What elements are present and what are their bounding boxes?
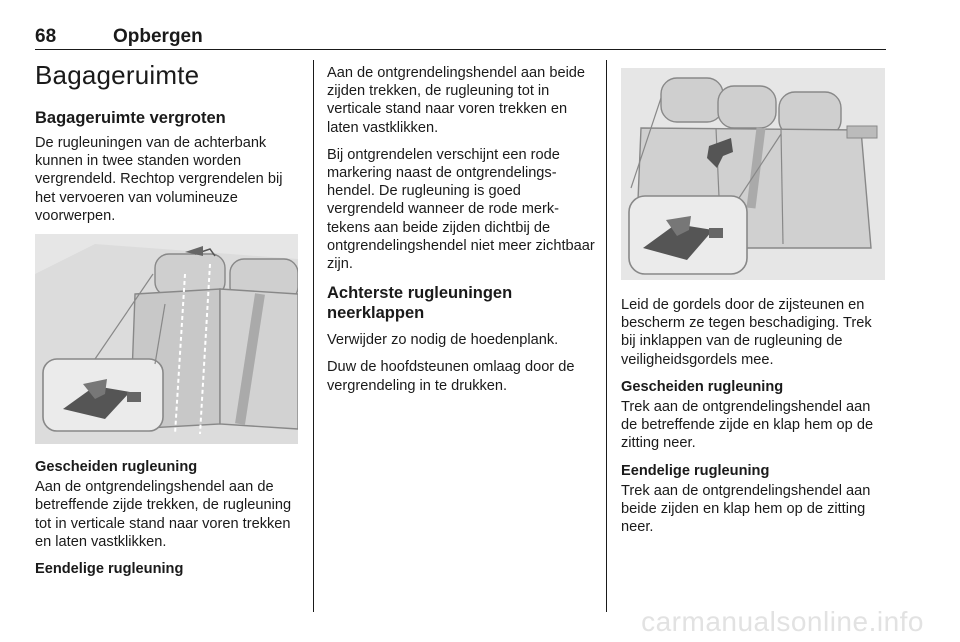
col2-paragraph-1: Aan de ontgrendelingshendel aan beide zijden trekken, de rugleuning tot in verticale stand naar voren trekken en laten vastklikken. [327, 65, 586, 136]
column-divider-2 [606, 60, 607, 612]
subsection-title: Bagageruimte vergroten [35, 109, 226, 127]
single-backrest-heading: Eendelige rugleuning [35, 561, 184, 578]
column-1 [35, 56, 300, 580]
seat-headrest-drawing [621, 68, 885, 280]
seat-split-drawing [35, 234, 298, 444]
page-number: 68 [35, 26, 57, 47]
split-backrest-fold-text: Trek aan de ontgrendelingshendel aan de betreffende zijde en klap hem op de zitting neer. [621, 399, 874, 452]
split-backrest-fold-heading: Gescheiden rugleuning [621, 378, 784, 395]
split-backrest-heading: Gescheiden rugleuning [35, 459, 198, 476]
page-header [35, 26, 885, 50]
column-3 [621, 66, 887, 545]
intro-paragraph: De rugleuningen van de achterbank kunnen in twee standen worden vergrendeld. Rechtop vergrendelen bij het vervoeren van volumineuze voorwerpen. [35, 135, 283, 224]
seat-illustration-split [35, 234, 298, 444]
chapter-title: Opbergen [113, 26, 203, 47]
single-backrest-fold-heading: Eendelige rugleuning [621, 462, 770, 479]
split-backrest-text: Aan de ontgrendelingshendel aan de betreffende zijde trekken, de rugleuning tot in verticale stand naar voren trekken en laten vastklikken. [35, 479, 292, 550]
col3-paragraph-1: Leid de gordels door de zijsteunen en bescherm ze tegen beschadiging. Trek bij inklappen van de rugleuning de veiligheidsgordels mee. [621, 297, 872, 368]
col2-paragraph-4: Duw de hoofdsteunen omlaag door de vergrendeling in te drukken. [327, 359, 575, 394]
column-divider-1 [313, 60, 314, 612]
col2-paragraph-3: Verwijder zo nodig de hoedenplank. [327, 332, 559, 349]
single-backrest-fold-text: Trek aan de ontgrendelingshendel aan beide zijden en klap hem op de zitting neer. [621, 482, 871, 536]
section-title: Bagageruimte [35, 60, 200, 90]
seat-illustration-headrests [621, 68, 885, 280]
header-rule [35, 49, 886, 50]
column-2 [327, 64, 595, 404]
fold-backrests-heading: Achterste rugleuningen neerklappen [327, 284, 513, 323]
col2-paragraph-2: Bij ontgrendelen verschijnt een rode markering naast de ontgrendelingshendel. De rugleuning is goed vergrendeld wanneer de rode merktekens aan beide zijden dichtbij de ontgrendelingshendel niet meer zichtbaar zijn. [327, 146, 595, 273]
watermark: carmanualsonline.info [641, 606, 924, 637]
